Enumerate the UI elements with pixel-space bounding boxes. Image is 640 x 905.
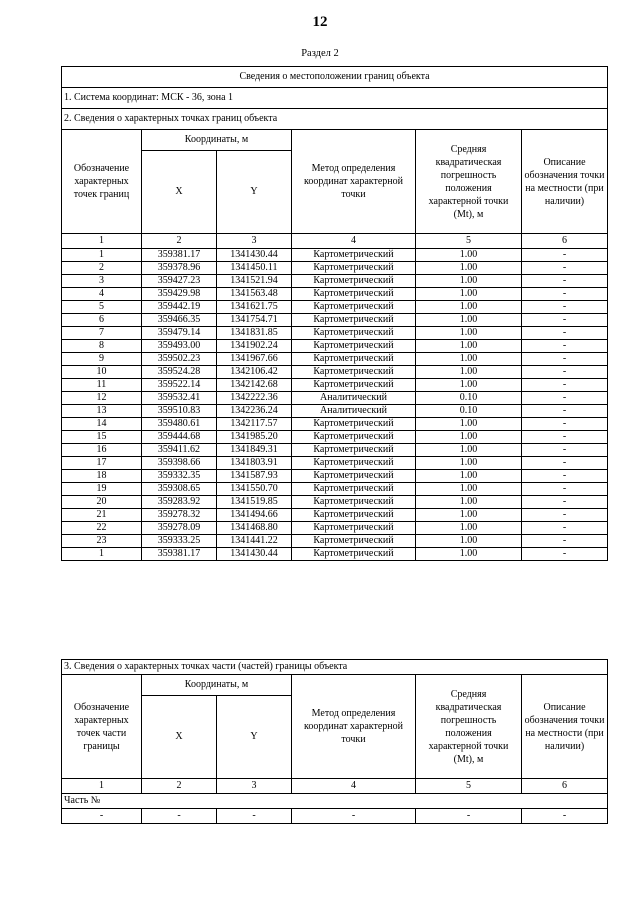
cell-x-coord: 359524.28 <box>142 366 217 379</box>
cell-point-name: 10 <box>62 366 142 379</box>
table-row <box>62 457 608 470</box>
table-row <box>62 496 608 509</box>
cell-error: 1.00 <box>416 353 522 366</box>
cell-error: 1.00 <box>416 249 522 262</box>
cell-description: - <box>522 366 608 379</box>
table-row <box>62 470 608 483</box>
cell-description: - <box>522 314 608 327</box>
cell-y-coord: 1341430.44 <box>217 548 292 561</box>
header-method-part: Метод определения координат характерной точки <box>292 675 416 779</box>
cell-error: 1.00 <box>416 522 522 535</box>
header-y: Y <box>217 151 292 234</box>
cell-method: Аналитический <box>292 405 416 418</box>
cell-method: Картометрический <box>292 379 416 392</box>
cell-method: Картометрический <box>292 470 416 483</box>
cell-error: 1.00 <box>416 340 522 353</box>
boundary-table <box>61 66 608 561</box>
cell-y-coord: 1341587.93 <box>217 470 292 483</box>
coord-system: 1. Система координат: МСК - 36, зона 1 <box>62 88 608 109</box>
table-row <box>62 444 608 457</box>
cell-y-coord: 1341563.48 <box>217 288 292 301</box>
col-number-3: 3 <box>217 234 292 249</box>
cell-method: Картометрический <box>292 496 416 509</box>
cell-x-coord: 359532.41 <box>142 392 217 405</box>
table-row <box>62 483 608 496</box>
cell-description: - <box>522 353 608 366</box>
header-description: Описание обозначения точки на местности (при наличии) <box>522 130 608 234</box>
cell-error: 1.00 <box>416 275 522 288</box>
cell-description: - <box>522 496 608 509</box>
cell-error: 1.00 <box>416 379 522 392</box>
cell-method: Картометрический <box>292 301 416 314</box>
cell-x-coord: 359411.62 <box>142 444 217 457</box>
cell-x-coord: 359278.09 <box>142 522 217 535</box>
col-number-part-6: 6 <box>522 779 608 794</box>
cell-error: 1.00 <box>416 535 522 548</box>
cell-description: - <box>522 392 608 405</box>
cell-x-coord: 359510.83 <box>142 405 217 418</box>
cell-description: - <box>522 379 608 392</box>
col-number-part-1: 1 <box>62 779 142 794</box>
header-description-part: Описание обозначения точки на местности (при наличии) <box>522 675 608 779</box>
cell-method: Картометрический <box>292 535 416 548</box>
table-row <box>62 418 608 431</box>
part-cell-5: - <box>416 809 522 824</box>
col-number-part-2: 2 <box>142 779 217 794</box>
cell-description: - <box>522 249 608 262</box>
cell-y-coord: 1341803.91 <box>217 457 292 470</box>
cell-y-coord: 1341468.80 <box>217 522 292 535</box>
cell-x-coord: 359444.68 <box>142 431 217 444</box>
cell-method: Картометрический <box>292 249 416 262</box>
cell-description: - <box>522 444 608 457</box>
cell-y-coord: 1342222.36 <box>217 392 292 405</box>
cell-error: 1.00 <box>416 548 522 561</box>
cell-y-coord: 1341967.66 <box>217 353 292 366</box>
cell-description: - <box>522 470 608 483</box>
cell-y-coord: 1341831.85 <box>217 327 292 340</box>
cell-description: - <box>522 535 608 548</box>
table-row <box>62 405 608 418</box>
cell-point-name: 11 <box>62 379 142 392</box>
cell-point-name: 17 <box>62 457 142 470</box>
cell-description: - <box>522 457 608 470</box>
cell-y-coord: 1341754.71 <box>217 314 292 327</box>
table-row <box>62 249 608 262</box>
part-cell-4: - <box>292 809 416 824</box>
cell-description: - <box>522 405 608 418</box>
cell-x-coord: 359283.92 <box>142 496 217 509</box>
cell-y-coord: 1341441.22 <box>217 535 292 548</box>
cell-error: 0.10 <box>416 405 522 418</box>
cell-x-coord: 359479.14 <box>142 327 217 340</box>
cell-y-coord: 1342142.68 <box>217 379 292 392</box>
header-coords: Координаты, м <box>142 130 292 151</box>
cell-method: Картометрический <box>292 509 416 522</box>
cell-x-coord: 359381.17 <box>142 249 217 262</box>
header-y-part: Y <box>217 696 292 779</box>
col-number-4: 4 <box>292 234 416 249</box>
cell-error: 1.00 <box>416 444 522 457</box>
table-row <box>62 522 608 535</box>
cell-description: - <box>522 327 608 340</box>
cell-point-name: 3 <box>62 275 142 288</box>
header-method: Метод определения координат характерной точки <box>292 130 416 234</box>
col-number-1: 1 <box>62 234 142 249</box>
cell-x-coord: 359427.23 <box>142 275 217 288</box>
part-heading: 3. Сведения о характерных точках части (частей) границы объекта <box>62 660 608 675</box>
col-number-part-5: 5 <box>416 779 522 794</box>
cell-x-coord: 359333.25 <box>142 535 217 548</box>
cell-method: Картометрический <box>292 431 416 444</box>
cell-description: - <box>522 431 608 444</box>
cell-point-name: 1 <box>62 249 142 262</box>
cell-method: Картометрический <box>292 340 416 353</box>
col-number-part-3: 3 <box>217 779 292 794</box>
cell-error: 1.00 <box>416 431 522 444</box>
cell-x-coord: 359493.00 <box>142 340 217 353</box>
cell-point-name: 18 <box>62 470 142 483</box>
cell-y-coord: 1341849.31 <box>217 444 292 457</box>
cell-point-name: 20 <box>62 496 142 509</box>
col-number-6: 6 <box>522 234 608 249</box>
table-row <box>62 379 608 392</box>
cell-point-name: 4 <box>62 288 142 301</box>
cell-x-coord: 359332.35 <box>142 470 217 483</box>
header-error-part: Средняя квадратическая погрешность положения характерной точки (Mt), м <box>416 675 522 779</box>
table-row <box>62 314 608 327</box>
cell-error: 1.00 <box>416 418 522 431</box>
section-title: Раздел 2 <box>301 48 339 59</box>
header-point-name-part: Обозначение характерных точек части границы <box>62 675 142 779</box>
part-label: Часть № <box>62 794 608 809</box>
part-table <box>61 659 608 824</box>
table-row <box>62 301 608 314</box>
cell-y-coord: 1342117.57 <box>217 418 292 431</box>
cell-y-coord: 1341985.20 <box>217 431 292 444</box>
cell-y-coord: 1341902.24 <box>217 340 292 353</box>
cell-x-coord: 359480.61 <box>142 418 217 431</box>
cell-x-coord: 359442.19 <box>142 301 217 314</box>
table-row <box>62 288 608 301</box>
cell-error: 1.00 <box>416 301 522 314</box>
cell-y-coord: 1341430.44 <box>217 249 292 262</box>
cell-error: 0.10 <box>416 392 522 405</box>
table-row <box>62 535 608 548</box>
cell-y-coord: 1341621.75 <box>217 301 292 314</box>
cell-method: Картометрический <box>292 457 416 470</box>
cell-point-name: 19 <box>62 483 142 496</box>
cell-y-coord: 1341494.66 <box>217 509 292 522</box>
cell-description: - <box>522 509 608 522</box>
cell-error: 1.00 <box>416 483 522 496</box>
table-row <box>62 392 608 405</box>
cell-method: Картометрический <box>292 288 416 301</box>
cell-point-name: 2 <box>62 262 142 275</box>
cell-error: 1.00 <box>416 457 522 470</box>
cell-method: Картометрический <box>292 418 416 431</box>
col-number-5: 5 <box>416 234 522 249</box>
cell-point-name: 6 <box>62 314 142 327</box>
cell-point-name: 23 <box>62 535 142 548</box>
cell-point-name: 12 <box>62 392 142 405</box>
cell-method: Картометрический <box>292 522 416 535</box>
table-row <box>62 327 608 340</box>
cell-y-coord: 1342236.24 <box>217 405 292 418</box>
part-cell-3: - <box>217 809 292 824</box>
cell-description: - <box>522 522 608 535</box>
cell-description: - <box>522 262 608 275</box>
cell-x-coord: 359378.96 <box>142 262 217 275</box>
cell-method: Картометрический <box>292 327 416 340</box>
cell-method: Картометрический <box>292 444 416 457</box>
cell-method: Картометрический <box>292 262 416 275</box>
cell-error: 1.00 <box>416 470 522 483</box>
table-row <box>62 548 608 561</box>
cell-error: 1.00 <box>416 327 522 340</box>
cell-point-name: 16 <box>62 444 142 457</box>
header-x: X <box>142 151 217 234</box>
table-row <box>62 353 608 366</box>
cell-point-name: 22 <box>62 522 142 535</box>
cell-error: 1.00 <box>416 496 522 509</box>
table-title: Сведения о местоположении границ объекта <box>62 67 608 88</box>
cell-point-name: 7 <box>62 327 142 340</box>
cell-description: - <box>522 301 608 314</box>
table-row <box>62 366 608 379</box>
cell-x-coord: 359502.23 <box>142 353 217 366</box>
cell-description: - <box>522 340 608 353</box>
cell-error: 1.00 <box>416 314 522 327</box>
header-point-name: Обозначение характерных точек границ <box>62 130 142 234</box>
table-row <box>62 262 608 275</box>
part-cell-1: - <box>62 809 142 824</box>
cell-y-coord: 1341521.94 <box>217 275 292 288</box>
cell-point-name: 8 <box>62 340 142 353</box>
part-cell-2: - <box>142 809 217 824</box>
cell-y-coord: 1341519.85 <box>217 496 292 509</box>
cell-x-coord: 359429.98 <box>142 288 217 301</box>
cell-x-coord: 359398.66 <box>142 457 217 470</box>
cell-x-coord: 359522.14 <box>142 379 217 392</box>
col-number-2: 2 <box>142 234 217 249</box>
cell-method: Картометрический <box>292 275 416 288</box>
header-x-part: X <box>142 696 217 779</box>
table-row <box>62 509 608 522</box>
cell-description: - <box>522 288 608 301</box>
cell-error: 1.00 <box>416 366 522 379</box>
cell-point-name: 13 <box>62 405 142 418</box>
col-number-part-4: 4 <box>292 779 416 794</box>
cell-x-coord: 359308.65 <box>142 483 217 496</box>
cell-description: - <box>522 483 608 496</box>
cell-method: Картометрический <box>292 366 416 379</box>
cell-error: 1.00 <box>416 262 522 275</box>
cell-x-coord: 359466.35 <box>142 314 217 327</box>
cell-y-coord: 1341550.70 <box>217 483 292 496</box>
cell-method: Картометрический <box>292 483 416 496</box>
cell-point-name: 15 <box>62 431 142 444</box>
cell-method: Картометрический <box>292 353 416 366</box>
cell-y-coord: 1341450.11 <box>217 262 292 275</box>
header-coords-part: Координаты, м <box>142 675 292 696</box>
cell-method: Картометрический <box>292 314 416 327</box>
cell-x-coord: 359381.17 <box>142 548 217 561</box>
cell-y-coord: 1342106.42 <box>217 366 292 379</box>
cell-point-name: 5 <box>62 301 142 314</box>
cell-method: Картометрический <box>292 548 416 561</box>
points-heading: 2. Сведения о характерных точках границ объекта <box>62 109 608 130</box>
cell-point-name: 1 <box>62 548 142 561</box>
cell-point-name: 9 <box>62 353 142 366</box>
cell-x-coord: 359278.32 <box>142 509 217 522</box>
table-row <box>62 340 608 353</box>
cell-description: - <box>522 418 608 431</box>
part-cell-6: - <box>522 809 608 824</box>
header-error: Средняя квадратическая погрешность положения характерной точки (Mt), м <box>416 130 522 234</box>
cell-method: Аналитический <box>292 392 416 405</box>
table-row <box>62 431 608 444</box>
cell-error: 1.00 <box>416 509 522 522</box>
cell-description: - <box>522 275 608 288</box>
cell-error: 1.00 <box>416 288 522 301</box>
cell-point-name: 14 <box>62 418 142 431</box>
cell-description: - <box>522 548 608 561</box>
cell-point-name: 21 <box>62 509 142 522</box>
page-number: 12 <box>312 14 328 30</box>
table-row <box>62 275 608 288</box>
